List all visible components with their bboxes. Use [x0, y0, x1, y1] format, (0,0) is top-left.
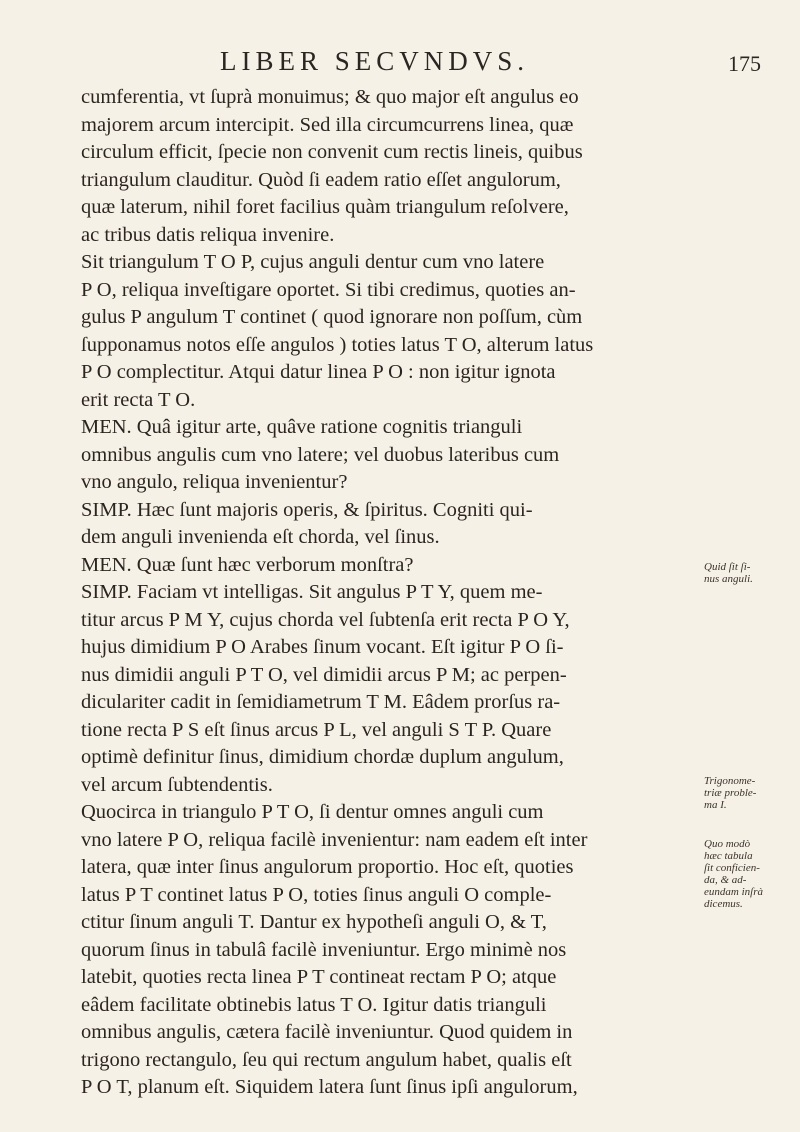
text-line: Sit triangulum T O P, cujus anguli dentur cum vno latere — [81, 251, 545, 273]
text-line: P O, reliqua inveſtigare oportet. Si tibi credimus, quoties an- — [81, 278, 576, 301]
text-line: eâdem facilitate obtinebis latus T O. Igitur datis trianguli — [81, 993, 547, 1016]
margin-note-line: Quid ſit ſi- — [704, 561, 751, 573]
text-line: SIMP. Hæc ſunt majoris operis, & ſpiritus. Cogniti qui- — [81, 498, 533, 521]
main-text-block — [81, 84, 691, 1102]
text-line: triangulum clauditur. Quòd ſi eadem ratio eſſet angulorum, — [81, 168, 561, 191]
text-line: ſupponamus notos eſſe angulos ) toties latus T O, alterum latus — [81, 333, 594, 356]
margin-note-line: eundam inſrà — [704, 886, 763, 898]
text-line: trigono rectangulo, ſeu qui rectum angulum habet, qualis eſt — [81, 1048, 572, 1071]
text-line: majorem arcum intercipit. Sed illa circumcurrens linea, quæ — [81, 113, 574, 136]
text-line: omnibus angulis cum vno latere; vel duobus lateribus cum — [81, 443, 560, 466]
text-line: SIMP. Faciam vt intelligas. Sit angulus P T Y, quem me- — [81, 581, 543, 603]
text-line: vno latere P O, reliqua facilè invenientur: nam eadem eſt inter — [81, 828, 588, 851]
text-line: titur arcus P M Y, cujus chorda vel ſubtenſa erit recta P O Y, — [81, 608, 570, 631]
text-line: latera, quæ inter ſinus angulorum proportio. Hoc eſt, quoties — [81, 856, 574, 878]
text-line: cumferentia, vt ſuprà monuimus; & quo major eſt angulus eo — [81, 86, 579, 108]
text-line: P O T, planum eſt. Siquidem latera ſunt ſinus ipſi angulorum, — [81, 1076, 578, 1098]
text-line: circulum efficit, ſpecie non convenit cum rectis lineis, quibus — [81, 141, 583, 163]
margin-note-line: Quo modò — [704, 838, 751, 850]
text-line: optimè definitur ſinus, dimidium chordæ duplum angulum, — [81, 746, 564, 768]
text-line: omnibus angulis, cætera facilè inveniuntur. Quod quidem in — [81, 1021, 573, 1043]
text-line: MEN. Quæ ſunt hæc verborum monſtra? — [81, 553, 414, 576]
text-line: Quocirca in triangulo P T O, ſi dentur omnes anguli cum — [81, 801, 544, 823]
margin-note-line: nus anguli. — [704, 573, 753, 585]
text-line: MEN. Quâ igitur arte, quâve ratione cognitis trianguli — [81, 416, 523, 438]
text-line: latus P T continet latus P O, toties ſinus anguli O comple- — [81, 883, 552, 906]
margin-note-line: Trigonome- — [704, 775, 756, 787]
margin-note-problem — [704, 775, 796, 811]
text-line: erit recta T O. — [81, 388, 196, 411]
text-line: gulus P angulum T continet ( quod ignorare non poſſum, cùm — [81, 306, 583, 328]
text-line: latebit, quoties recta linea P T contineat rectam P O; atque — [81, 966, 557, 988]
text-line: nus dimidii anguli P T O, vel dimidii arcus P M; ac perpen- — [81, 663, 567, 686]
margin-note-line: ma I. — [704, 799, 727, 811]
text-line: vel arcum ſubtendentis. — [81, 773, 273, 796]
text-line: ctitur ſinum anguli T. Dantur ex hypotheſi anguli O, & T, — [81, 911, 547, 933]
text-line: hujus dimidium P O Arabes ſinum vocant. Eſt igitur P O ſi- — [81, 636, 564, 658]
margin-note-sinus — [704, 561, 796, 585]
text-line: quæ laterum, nihil foret facilius quàm triangulum reſolvere, — [81, 196, 569, 218]
running-title: LIBER SECVNDVS. — [220, 46, 530, 76]
margin-note-line: triæ proble- — [704, 787, 757, 799]
text-line: quorum ſinus in tabulâ facilè inveniuntur. Ergo minimè nos — [81, 938, 567, 961]
text-line: dem anguli invenienda eſt chorda, vel ſinus. — [81, 526, 440, 548]
text-line: diculariter cadit in ſemidiametrum T M. Eâdem prorſus ra- — [81, 691, 561, 713]
margin-note-line: hæc tabula — [704, 850, 753, 862]
text-line: tione recta P S eſt ſinus arcus P L, vel anguli S T P. Quare — [81, 718, 552, 741]
text-line: ac tribus datis reliqua invenire. — [81, 223, 335, 246]
page-number: 175 — [728, 51, 761, 76]
margin-note-line: dicemus. — [704, 898, 743, 910]
margin-note-line: da, & ad- — [704, 874, 747, 886]
margin-note-table — [704, 838, 796, 910]
text-line: P O complectitur. Atqui datur linea P O : non igitur ignota — [81, 361, 556, 383]
margin-note-line: ſit conficien- — [704, 862, 760, 874]
text-line: vno angulo, reliqua invenientur? — [81, 471, 348, 493]
